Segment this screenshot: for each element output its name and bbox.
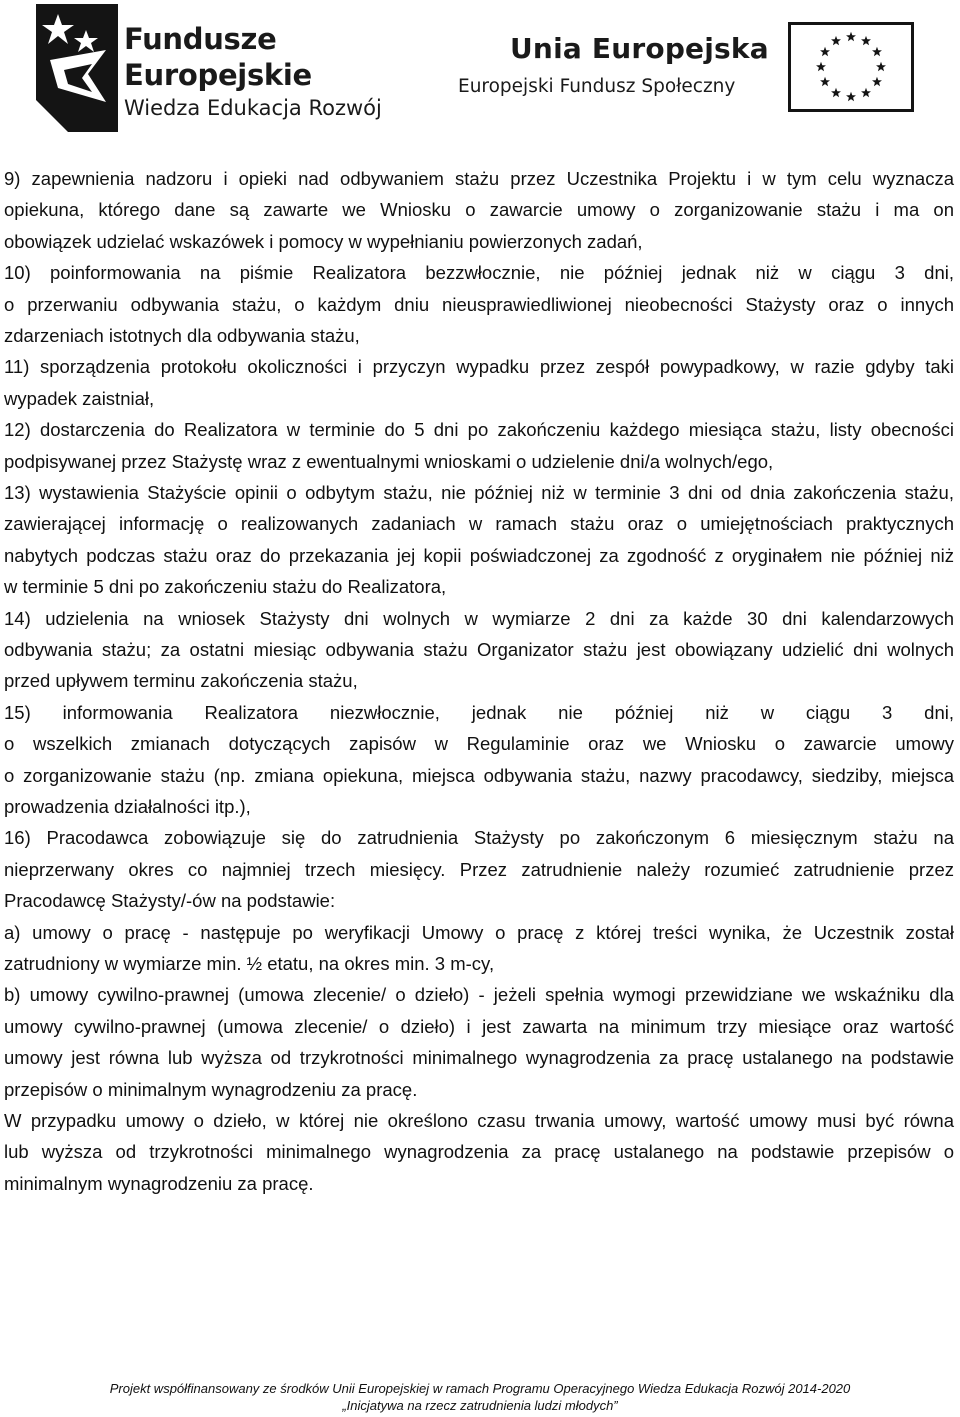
fe-logo-line1: Fundusze (124, 22, 277, 56)
body-line: 11) sporządzenia protokołu okoliczności i przyczyn wypadku przez zespół powypadkowy, w razie gdyby taki (4, 356, 954, 378)
eu-title: Unia Europejska (510, 32, 769, 65)
body-line: 13) wystawienia Stażyście opinii o odbytym stażu, nie później niż w terminie 3 dni od dnia zakończenia stażu, (4, 482, 954, 503)
fe-logo-line3: Wiedza Edukacja Rozwój (124, 96, 382, 120)
body-line: opiekuna, którego dane są zawarte we Wniosku o zawarcie umowy o zorganizowanie stażu i ma on (4, 199, 954, 221)
body-line: o wszelkich zmianach dotyczących zapisów w Regulaminie oraz we Wniosku o zawarcie umowy (4, 733, 954, 755)
body-line: przed upływem terminu zakończenia stażu, (4, 670, 358, 692)
body-line: 15) informowania Realizatora niezwłocznie, jednak nie później niż w ciągu 3 dni, (4, 701, 954, 723)
footer-line-2: „Inicjatywa na rzecz zatrudnienia ludzi młodych” (342, 1398, 618, 1413)
body-line: lub wyższa od trzykrotności minimalnego wynagrodzenia za pracę ustalanego na podstawie przepisów o (4, 1141, 954, 1163)
body-line: zawierającej informację o realizowanych zadaniach w ramach stażu oraz o umiejętnościach praktycznych (4, 513, 954, 535)
body-line: zatrudniony w wymiarze min. ½ etatu, na okres min. 3 m-cy, (4, 953, 495, 974)
eu-subtitle: Europejski Fundusz Społeczny (458, 76, 736, 97)
body-line: 9) zapewnienia nadzoru i opieki nad odbywaniem stażu przez Uczestnika Projektu i w tym celu wyznacza (4, 168, 954, 189)
eu-flag-icon (788, 22, 914, 112)
page-footer (0, 1380, 960, 1414)
body-line: nabytych podczas stażu oraz do przekazania jej kopii poświadczonej za zgodność z oryginałem nie później niż (4, 544, 954, 566)
body-line: obowiązek udzielać wskazówek i pomocy w wypełnianiu powierzonych zadań, (4, 230, 643, 252)
body-line: minimalnym wynagrodzeniu za pracę. (4, 1172, 314, 1194)
body-line: 14) udzielenia na wniosek Stażysty dni wolnych w wymiarze 2 dni za każde 30 dni kalendarzowych (4, 607, 954, 629)
body-line: w terminie 5 dni po zakończeniu stażu do Realizatora, (4, 576, 447, 598)
fundusze-europejskie-logo (28, 4, 382, 132)
footer-line-1: Projekt współfinansowany ze środków Unii Europejskiej w ramach Programu Operacyjnego Wiedza Edukacja Rozwój 2014-2020 (109, 1381, 851, 1396)
body-line: wypadek zaistniał, (4, 387, 155, 409)
body-line: odbywania stażu; za ostatni miesiąc odbywania stażu Organizator stażu jest obowiązany udzielić dni wolnych (4, 639, 954, 660)
body-line: podpisywanej przez Stażystę wraz z ewentualnymi wnioskami o udzielenie dni/a wolnych/ego, (4, 450, 774, 472)
body-line: zdarzeniach istotnych dla odbywania stażu, (4, 325, 360, 346)
body-line: przepisów o minimalnym wynagrodzeniu za pracę. (4, 1078, 418, 1100)
body-line: b) umowy cywilno-prawnej (umowa zlecenie/ o dzieło) - jeżeli spełnia wymogi przewidziane we wskaźniku dla (4, 984, 954, 1006)
fe-logo-line2: Europejskie (124, 58, 312, 92)
body-line: a) umowy o pracę - następuje po weryfikacji Umowy o pracę z której treści wynika, że Uczestnik został (4, 921, 954, 943)
fundusze-europejskie-mark-icon (28, 4, 128, 132)
body-line: 10) poinformowania na piśmie Realizatora bezzwłocznie, nie później jednak niż w ciągu 3 dni, (4, 262, 954, 284)
body-line: o zorganizowanie stażu (np. zmiana opiekuna, miejsca odbywania stażu, nazwy pracodawcy, siedziby, miejsca (4, 764, 954, 786)
body-line: W przypadku umowy o dzieło, w której nie określono czasu trwania umowy, wartość umowy musi być równa (4, 1110, 954, 1131)
body-line: 12) dostarczenia do Realizatora w terminie do 5 dni po zakończeniu każdego miesiąca stażu, listy obecności (4, 419, 954, 441)
body-line: umowy cywilno-prawnej (umowa zlecenie/ o dzieło) i jest zawarta na minimum trzy miesiące oraz wartość (4, 1015, 954, 1037)
body-line: prowadzenia działalności itp.), (4, 796, 251, 817)
body-line: umowy jest równa lub wyższa od trzykrotności minimalnego wynagrodzenia za pracę ustalanego na podstawie (4, 1047, 954, 1069)
body-line: nieprzerwany okres co najmniej trzech miesięcy. Przez zatrudnienie należy rozumieć zatrudnienie przez (4, 858, 954, 880)
body-line: Pracodawcę Stażysty/-ów na podstawie: (4, 890, 336, 912)
page-header (0, 0, 960, 140)
body-line: 16) Pracodawca zobowiązuje się do zatrudnienia Stażysty po zakończonym 6 miesięcznym stażu na (4, 827, 954, 849)
body-line: o przerwaniu odbywania stażu, o każdym dniu nieusprawiedliwionej nieobecności Stażysty oraz o innych (4, 293, 954, 315)
